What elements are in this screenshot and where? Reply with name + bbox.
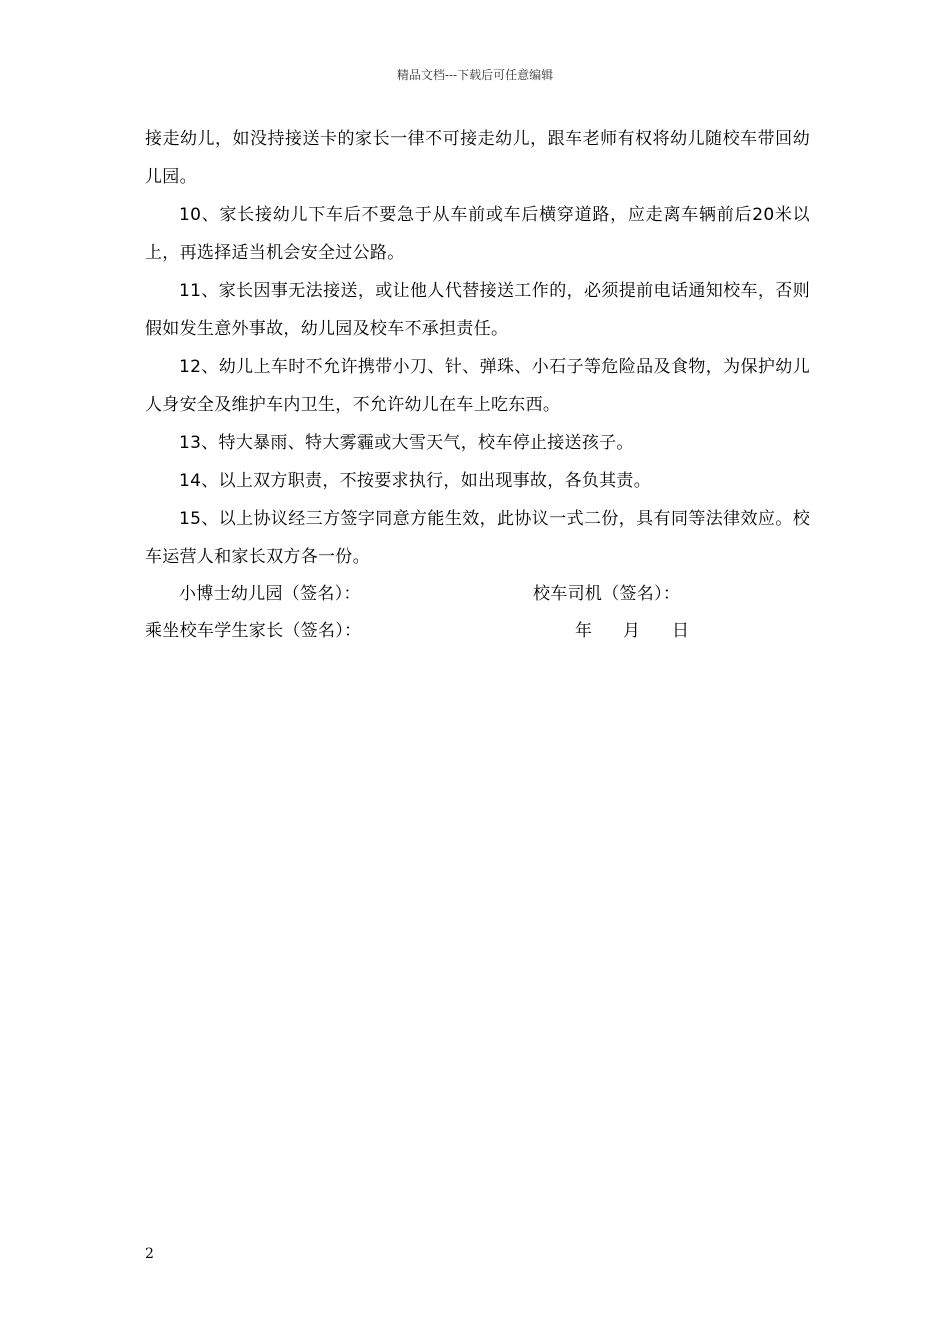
date-month-label: 月 — [623, 621, 641, 641]
paragraph-continuation: 接走幼儿，如没持接送卡的家长一律不可接走幼儿，跟车老师有权将幼儿随校车带回幼儿园。 — [145, 129, 810, 187]
date-day-label: 日 — [672, 621, 690, 641]
paragraph-item-14: 14、以上双方职责，不按要求执行，如出现事故，各负其责。 — [179, 471, 652, 491]
paragraph-item-15: 15、以上协议经三方签字同意方能生效，此协议一式二份，具有同等法律效应。校车运营人和家长双方各一份。 — [145, 509, 810, 567]
signature-row-2 — [145, 613, 810, 650]
paragraph-item-11: 11、家长因事无法接送，或让他人代替接送工作的，必须提前电话通知校车，否则假如发生意外事故，幼儿园及校车不承担责任。 — [145, 281, 810, 339]
document-body — [145, 120, 810, 650]
page-number: 2 — [145, 1246, 154, 1262]
signature-row-1 — [145, 576, 810, 613]
kindergarten-signature-label: 小博士幼儿园（签名）： — [179, 584, 361, 604]
paragraph-item-13: 13、特大暴雨、特大雾霾或大雪天气，校车停止接送孩子。 — [179, 433, 634, 453]
page-header: 精品文档---下载后可任意编辑 — [396, 68, 554, 82]
parent-signature-label: 乘坐校车学生家长（签名）： — [145, 621, 362, 641]
paragraph-item-10: 10、家长接幼儿下车后不要急于从车前或车后横穿道路，应走离车辆前后20米以上，再选择适当机会安全过公路。 — [145, 205, 810, 263]
paragraph-item-12: 12、幼儿上车时不允许携带小刀、针、弹珠、小石子等危险品及食物，为保护幼儿人身安全及维护车内卫生，不允许幼儿在车上吃东西。 — [145, 357, 810, 415]
driver-signature-label: 校车司机（签名）： — [533, 584, 681, 604]
date-year-label: 年 — [575, 621, 593, 641]
